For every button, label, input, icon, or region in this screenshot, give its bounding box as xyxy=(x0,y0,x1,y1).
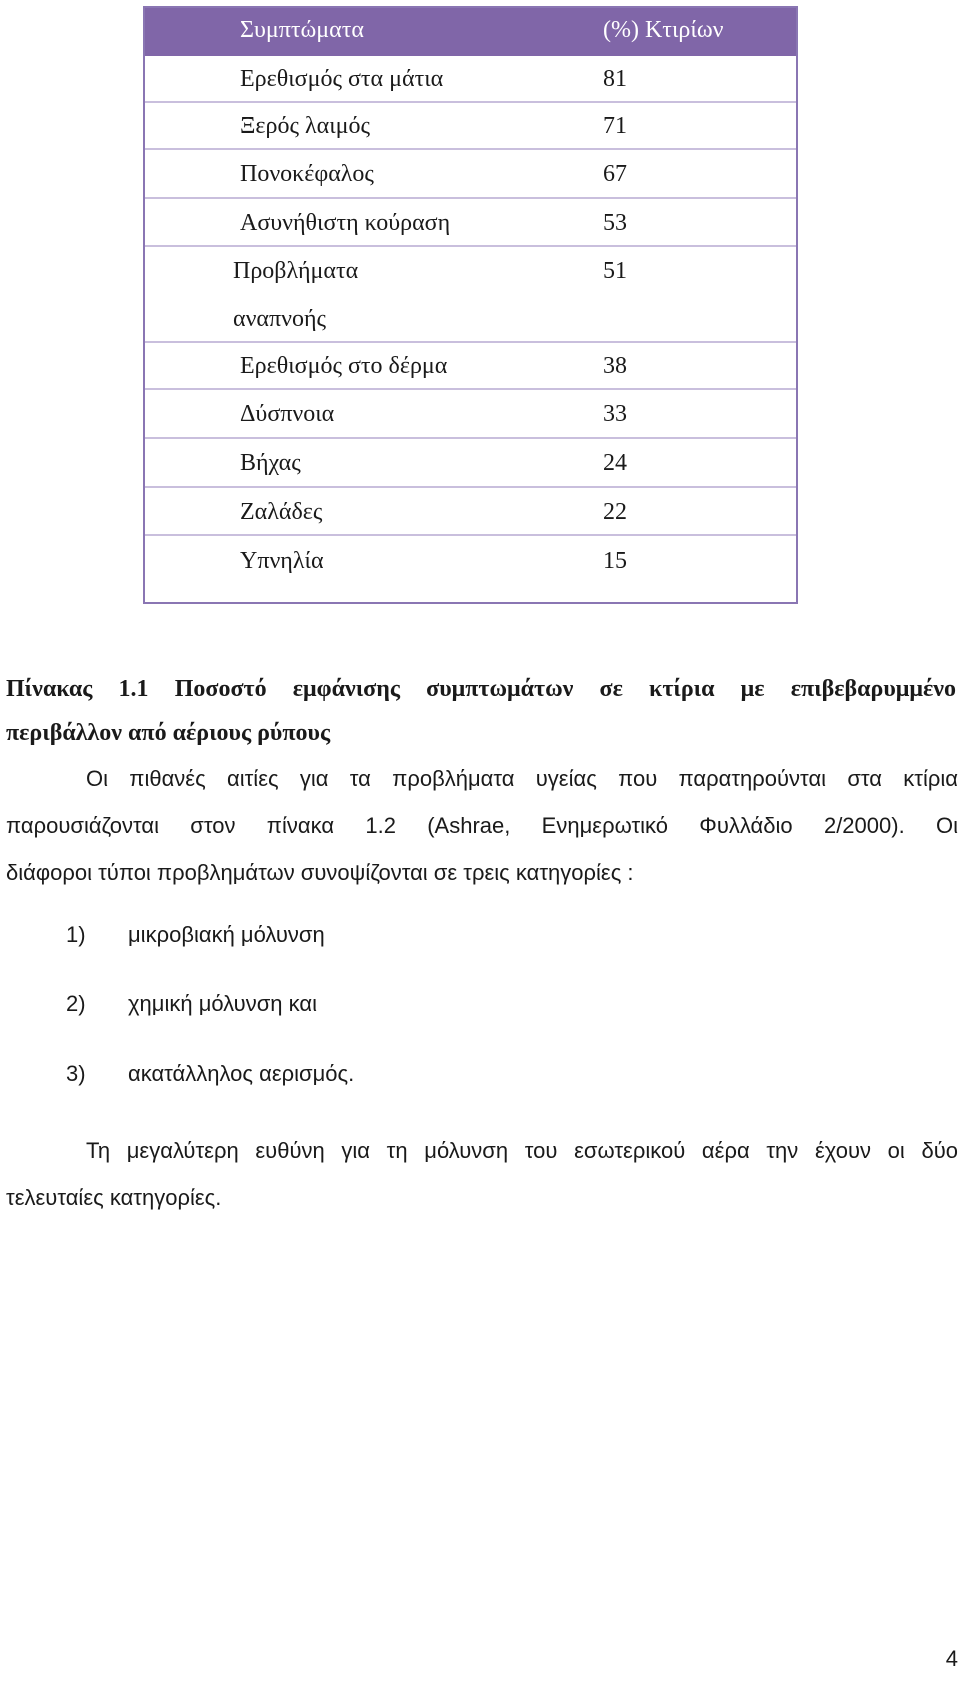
paragraph-line: παρουσιάζονται στον πίνακα 1.2 (Ashrae, Ενημερωτικό Φυλλάδιο 2/2000). Οι xyxy=(6,813,958,838)
row-value: 33 xyxy=(603,401,627,427)
row-name: Βήχας xyxy=(240,450,301,476)
table-row xyxy=(145,488,796,536)
row-value: 22 xyxy=(603,499,627,525)
row-name: Πονοκέφαλος xyxy=(240,161,374,187)
header-percent: (%) Κτιρίων xyxy=(603,17,724,43)
paragraph-line: Τη μεγαλύτερη ευθύνη για τη μόλυνση του εσωτερικού αέρα την έχουν οι δύο xyxy=(86,1138,958,1163)
table-row xyxy=(145,150,796,199)
table-caption xyxy=(6,667,956,755)
row-name: Ερεθισμός στο δέρμα xyxy=(240,353,448,379)
row-value: 67 xyxy=(603,161,627,187)
row-value: 71 xyxy=(603,113,627,139)
row-name: Υπνηλία xyxy=(240,548,324,574)
row-name: Δύσπνοια xyxy=(240,401,335,427)
table-row xyxy=(145,390,796,439)
row-name: Ερεθισμός στα μάτια xyxy=(240,66,444,92)
list-item xyxy=(66,922,325,948)
row-name: Ασυνήθιστη κούραση xyxy=(240,210,451,236)
row-value: 15 xyxy=(603,548,627,574)
paragraph-line: τελευταίες κατηγορίες. xyxy=(6,1185,222,1210)
row-value: 51 xyxy=(603,258,627,284)
list-item-number: 3) xyxy=(66,1061,86,1086)
table-row xyxy=(145,536,796,602)
symptoms-table xyxy=(143,6,798,604)
row-name: Ζαλάδες xyxy=(240,499,323,525)
row-name-continued: αναπνοής xyxy=(233,306,327,332)
paragraph-causes xyxy=(6,755,958,896)
row-value: 81 xyxy=(603,66,627,92)
table-row xyxy=(145,247,796,343)
table-row xyxy=(145,199,796,247)
list-item xyxy=(66,991,317,1017)
page-number: 4 xyxy=(945,1646,958,1671)
caption-line-2: περιβάλλον από αέριους ρύπους xyxy=(6,720,331,746)
list-item-text: ακατάλληλος αερισμός. xyxy=(128,1061,355,1086)
table-row xyxy=(145,56,796,103)
paragraph-line: Οι πιθανές αιτίες για τα προβλήματα υγείας που παρατηρούνται στα κτίρια xyxy=(86,766,958,791)
row-value: 53 xyxy=(603,210,627,236)
table-row xyxy=(145,103,796,150)
caption-line-1: Πίνακας 1.1 Ποσοστό εμφάνισης συμπτωμάτων σε κτίρια με επιβεβαρυμμένο xyxy=(6,676,956,702)
list-item-number: 1) xyxy=(66,922,86,947)
table-row xyxy=(145,343,796,390)
row-value: 38 xyxy=(603,353,627,379)
table-header xyxy=(145,8,796,56)
row-name: Ξερός λαιμός xyxy=(240,113,371,139)
list-item-text: χημική μόλυνση και xyxy=(128,991,317,1016)
table-row xyxy=(145,439,796,488)
paragraph-responsibility xyxy=(6,1127,958,1221)
paragraph-line: διάφοροι τύποι προβλημάτων συνοψίζονται σε τρεις κατηγορίες : xyxy=(6,860,634,885)
list-item-text: μικροβιακή μόλυνση xyxy=(128,922,325,947)
row-value: 24 xyxy=(603,450,627,476)
list-item xyxy=(66,1061,354,1087)
header-symptoms: Συμπτώματα xyxy=(240,17,364,43)
row-name: Προβλήματα xyxy=(233,258,359,284)
list-item-number: 2) xyxy=(66,991,86,1016)
